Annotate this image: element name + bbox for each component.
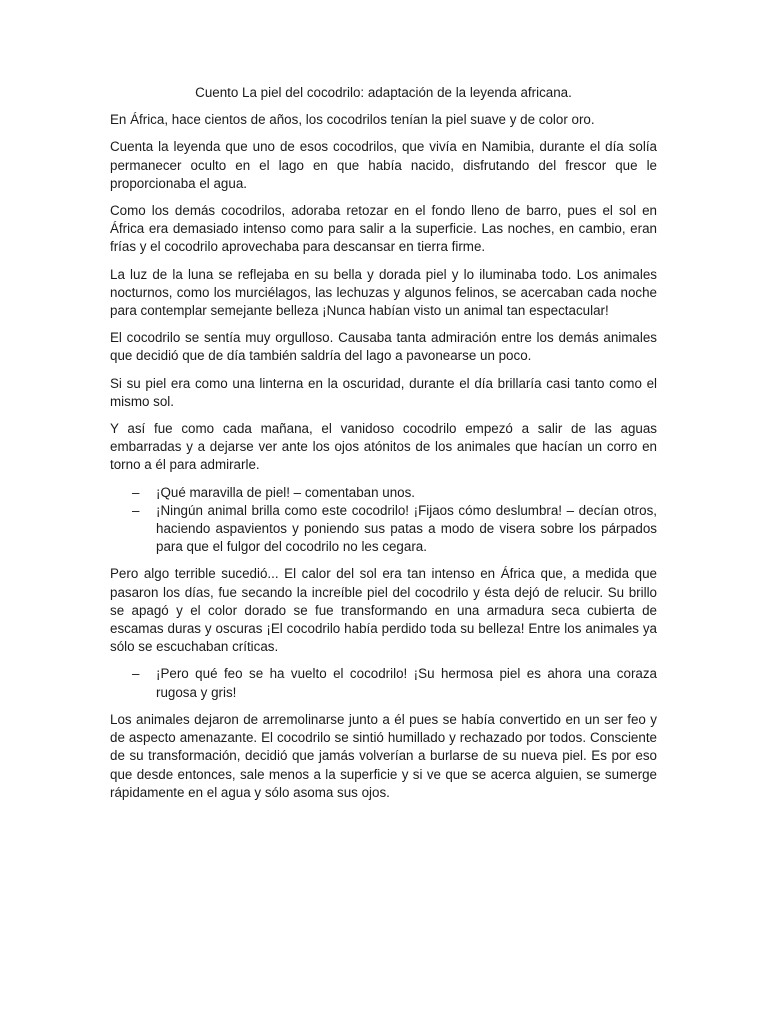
document-page	[110, 84, 657, 811]
paragraph-8: Pero algo terrible sucedió... El calor del sol era tan intenso en África que, a medida que pasaron los días, fue secando la increíble piel del cocodrilo y ésta dejó de relucir. Su brillo se apagó y el color dorado se fue transformando en una armadura seca cubierta de escamas duras y oscuras ¡El cocodrilo había perdido toda su belleza! Entre los animales ya sólo se escuchaban críticas.	[110, 566, 657, 655]
paragraph-9: Los animales dejaron de arremolinarse junto a él pues se había convertido en un ser feo y de aspecto amenazante. El cocodrilo se sintió humillado y rechazado por todos. Consciente de su transformación, decidió que jamás volverían a burlarse de su nueva piel. Es por eso que desde entonces, sale menos a la superficie y si ve que se acerca alguien, se sumerge rápidamente en el agua y sólo asoma sus ojos.	[110, 711, 657, 800]
quote-list-2	[110, 665, 657, 701]
dash-bullet: –	[132, 484, 140, 500]
paragraph-5: El cocodrilo se sentía muy orgulloso. Causaba tanta admiración entre los demás animales que decidió que de día también saldría del lago a pavonearse un poco.	[110, 330, 657, 364]
quote-list-1	[110, 484, 657, 557]
document-title: Cuento La piel del cocodrilo: adaptación de la leyenda africana.	[195, 85, 572, 100]
quote-item	[110, 484, 657, 502]
paragraph-1: En África, hace cientos de años, los cocodrilos tenían la piel suave y de color oro.	[110, 112, 595, 128]
quote-text: ¡Pero qué feo se ha vuelto el cocodrilo! ¡Su hermosa piel es ahora una coraza rugosa y gris!	[156, 666, 657, 700]
quote-item	[110, 665, 657, 701]
quote-item	[110, 502, 657, 557]
paragraph-6: Si su piel era como una linterna en la oscuridad, durante el día brillaría casi tanto como el mismo sol.	[110, 375, 657, 409]
dash-bullet: –	[132, 502, 140, 518]
quote-text: ¡Qué maravilla de piel! – comentaban unos.	[156, 484, 416, 500]
paragraph-3: Como los demás cocodrilos, adoraba retozar en el fondo lleno de barro, pues el sol en África era demasiado intenso como para salir a la superficie. Las noches, en cambio, eran frías y el cocodrilo aprovechaba para descansar en tierra firme.	[110, 203, 657, 255]
dash-bullet: –	[132, 666, 140, 682]
quote-text: ¡Ningún animal brilla como este cocodrilo! ¡Fijaos cómo deslumbra! – decían otros, haciendo aspavientos y poniendo sus patas a modo de visera sobre los párpados para que el fulgor del cocodrilo no les cegara.	[156, 502, 657, 555]
paragraph-7: Y así fue como cada mañana, el vanidoso cocodrilo empezó a salir de las aguas embarradas y a dejarse ver ante los ojos atónitos de los animales que hacían un corro en torno a él para admirarle.	[110, 421, 657, 473]
paragraph-4: La luz de la luna se reflejaba en su bella y dorada piel y lo iluminaba todo. Los animales nocturnos, como los murciélagos, las lechuzas y algunos felinos, se acercaban cada noche para contemplar semejante belleza ¡Nunca habían visto un animal tan espectacular!	[110, 266, 657, 319]
paragraph-2: Cuenta la leyenda que uno de esos cocodrilos, que vivía en Namibia, durante el día solía permanecer oculto en el lago en que había nacido, disfrutando del frescor que le proporcionaba el agua.	[110, 139, 657, 191]
